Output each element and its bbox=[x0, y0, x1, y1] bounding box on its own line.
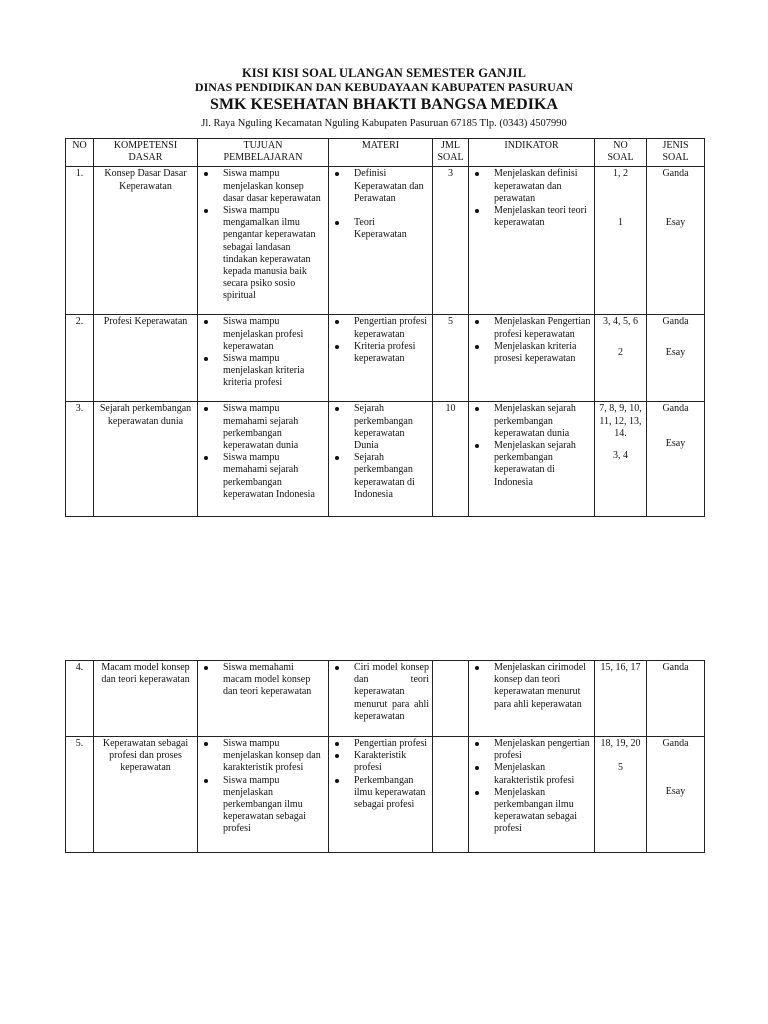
list-item: Pengertian profesi keperawatan bbox=[354, 316, 428, 340]
kompetensi-cell: Profesi Keperawatan bbox=[94, 315, 198, 402]
tujuan-cell bbox=[198, 167, 329, 315]
list-item: Karakteristik profesi bbox=[354, 750, 429, 774]
list-item: Menjelaskan sejarah perkembangan keperawatan dunia bbox=[494, 403, 591, 440]
tujuan-cell bbox=[198, 737, 329, 853]
table-header-row bbox=[66, 139, 705, 167]
col-no-soal: NO SOAL bbox=[595, 139, 647, 167]
no-soal-cell: 7, 8, 9, 10, 11, 12, 13, 14. 3, 4 bbox=[595, 402, 647, 517]
list-item: Menjelaskan kriteria prosesi keperawatan bbox=[494, 341, 591, 365]
list-item: Siswa mampu menjelaskan perkembangan ilmu keperawatan sebagai profesi bbox=[223, 775, 325, 836]
indikator-cell bbox=[469, 315, 595, 402]
list-item: Pengertian profesi bbox=[354, 738, 428, 749]
jml-cell: 3 bbox=[433, 167, 469, 315]
list-item: Siswa mampu menjelaskan profesi keperawatan bbox=[223, 316, 325, 353]
jml-cell bbox=[433, 737, 469, 853]
col-jenis-soal: JENIS SOAL bbox=[647, 139, 705, 167]
table-row bbox=[66, 661, 705, 737]
kompetensi-cell: Konsep Dasar Dasar Keperawatan bbox=[94, 167, 198, 315]
no-soal-cell: 18, 19, 20 5 bbox=[595, 737, 647, 853]
indikator-cell bbox=[469, 402, 595, 517]
indikator-cell bbox=[469, 167, 595, 315]
jml-cell: 10 bbox=[433, 402, 469, 517]
materi-cell bbox=[329, 402, 433, 517]
kompetensi-cell: Keperawatan sebagai profesi dan proses keperawatan bbox=[94, 737, 198, 853]
list-item: Siswa mampu memahami sejarah perkembangan keperawatan dunia bbox=[223, 403, 325, 452]
row-number: 1. bbox=[66, 167, 94, 315]
list-item: Siswa mampu menjelaskan konsep dasar dasar keperawatan bbox=[223, 168, 325, 205]
list-item: Menjelaskan sejarah perkembangan keperawatan di Indonesia bbox=[494, 440, 591, 489]
document-header bbox=[0, 66, 768, 131]
kompetensi-cell: Sejarah perkembangan keperawatan dunia bbox=[94, 402, 198, 517]
materi-cell bbox=[329, 737, 433, 853]
jenis-soal-cell: Ganda Esay bbox=[647, 402, 705, 517]
materi-cell bbox=[329, 315, 433, 402]
list-item: Ciri model konsep dan teori keperawatan menurut para ahli keperawatan bbox=[354, 662, 429, 722]
col-jml-soal: JML SOAL bbox=[433, 139, 469, 167]
jenis-soal-cell: Ganda Esay bbox=[647, 167, 705, 315]
list-item: Menjelaskan perkembangan ilmu keperawatan sebagai profesi bbox=[494, 787, 591, 836]
school-name: SMK KESEHATAN BHAKTI BANGSA MEDIKA bbox=[210, 96, 558, 113]
tujuan-cell bbox=[198, 661, 329, 737]
jenis-soal-cell: Ganda Esay bbox=[647, 315, 705, 402]
materi-cell bbox=[329, 167, 433, 315]
indikator-cell bbox=[469, 737, 595, 853]
table-row bbox=[66, 402, 705, 517]
list-item: Sejarah perkembangan keperawatan di Indonesia bbox=[354, 452, 429, 501]
no-soal-cell: 15, 16, 17 bbox=[595, 661, 647, 737]
col-materi: MATERI bbox=[329, 139, 433, 167]
list-item: Definisi Keperawatan dan Perawatan bbox=[354, 168, 429, 205]
tujuan-cell bbox=[198, 402, 329, 517]
list-item: Teori Keperawatan bbox=[354, 217, 429, 241]
table-row bbox=[66, 315, 705, 402]
row-number: 3. bbox=[66, 402, 94, 517]
list-item: Sejarah perkembangan keperawatan Dunia bbox=[354, 403, 429, 452]
jml-cell bbox=[433, 661, 469, 737]
col-tujuan-pembelajaran: TUJUAN PEMBELAJARAN bbox=[198, 139, 329, 167]
col-kompetensi-dasar: KOMPETENSI DASAR bbox=[94, 139, 198, 167]
list-item: Menjelaskan karakteristik profesi bbox=[494, 762, 591, 786]
indikator-cell bbox=[469, 661, 595, 737]
list-item: Siswa mampu menjelaskan konsep dan karakteristik profesi bbox=[223, 738, 325, 775]
materi-cell bbox=[329, 661, 433, 737]
list-item: Menjelaskan teori teori keperawatan bbox=[494, 205, 591, 229]
list-item: Siswa mampu memahami sejarah perkembangan keperawatan Indonesia bbox=[223, 452, 325, 501]
list-item: Menjelaskan pengertian profesi bbox=[494, 738, 590, 762]
list-item: Menjelaskan cirimodel konsep dan teori keperawatan menurut para ahli keperawatan bbox=[494, 662, 591, 711]
list-item: Menjelaskan definisi keperawatan dan perawatan bbox=[494, 168, 591, 205]
col-indikator: INDIKATOR bbox=[469, 139, 595, 167]
no-soal-cell: 3, 4, 5, 6 2 bbox=[595, 315, 647, 402]
list-item: Menjelaskan Pengertian profesi keperawatan bbox=[494, 316, 591, 340]
row-number: 2. bbox=[66, 315, 94, 402]
row-number: 5. bbox=[66, 737, 94, 853]
jml-cell: 5 bbox=[433, 315, 469, 402]
no-soal-cell: 1, 2 1 bbox=[595, 167, 647, 315]
table-row bbox=[66, 737, 705, 853]
jenis-soal-cell: Ganda bbox=[647, 661, 705, 737]
col-no: NO bbox=[66, 139, 94, 167]
row-number: 4. bbox=[66, 661, 94, 737]
jenis-soal-cell: Ganda Esay bbox=[647, 737, 705, 853]
list-item: Siswa mampu menjelaskan kriteria kriteria profesi bbox=[223, 353, 325, 390]
kompetensi-cell: Macam model konsep dan teori keperawatan bbox=[94, 661, 198, 737]
list-item: Siswa memahami macam model konsep dan teori keperawatan bbox=[223, 662, 325, 699]
kisi-table-part-1 bbox=[65, 138, 705, 517]
list-item: Kriteria profesi keperawatan bbox=[354, 341, 429, 365]
list-item: Perkembangan ilmu keperawatan sebagai profesi bbox=[354, 775, 429, 812]
kisi-table-part-2 bbox=[65, 660, 705, 853]
list-item: Siswa mampu mengamalkan ilmu pengantar keperawatan sebagai landasan tindakan keperawatan kepada manusia baik secara psiko sosio spiritual bbox=[223, 205, 325, 303]
agency-title: DINAS PENDIDIKAN DAN KEBUDAYAAN KABUPATEN PASURUAN bbox=[194, 80, 574, 94]
exam-title: KISI KISI SOAL ULANGAN SEMESTER GANJIL bbox=[241, 66, 527, 80]
table-row bbox=[66, 167, 705, 315]
school-address: Jl. Raya Nguling Kecamatan Nguling Kabupaten Pasuruan 67185 Tlp. (0343) 4507990 bbox=[201, 118, 567, 129]
tujuan-cell bbox=[198, 315, 329, 402]
